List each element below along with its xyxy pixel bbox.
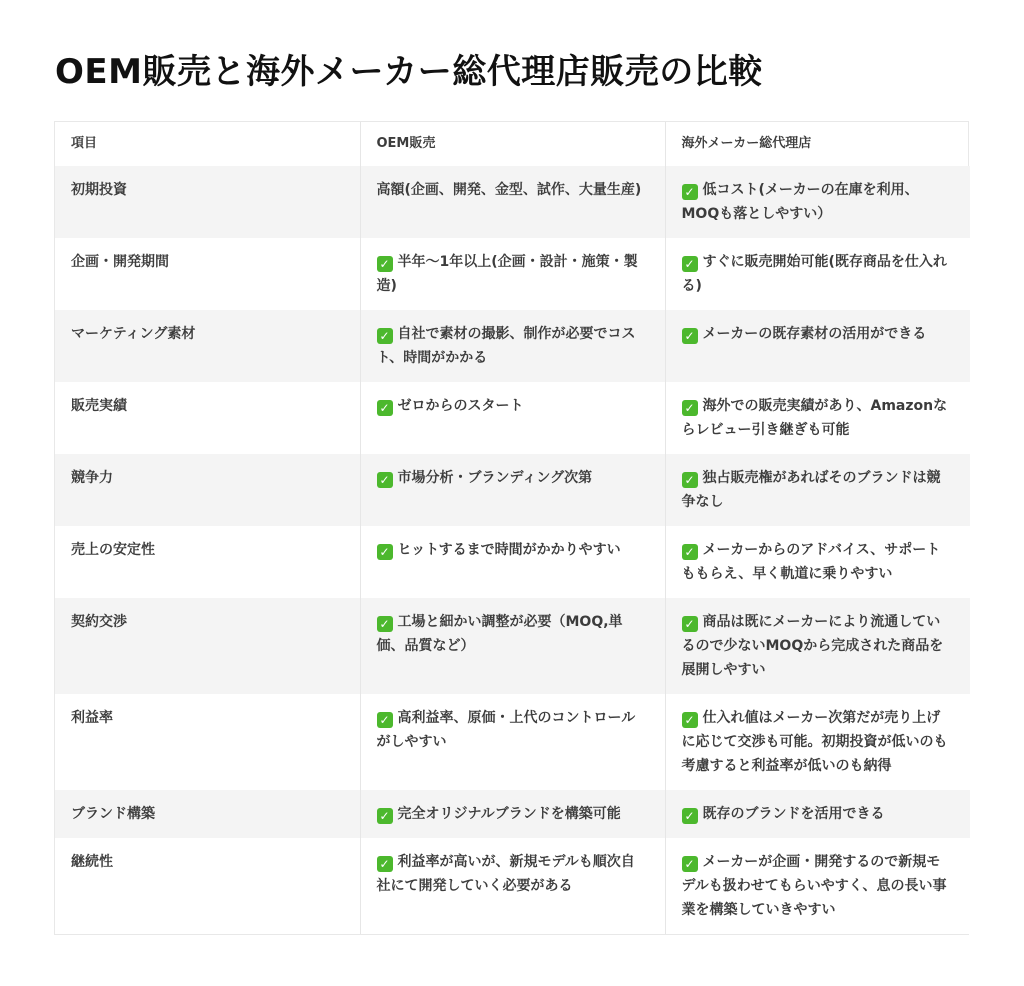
- agency-cell: [665, 838, 970, 934]
- check-mark-icon: ✓: [377, 808, 393, 824]
- agency-cell: [665, 238, 970, 310]
- oem-cell: [360, 694, 665, 790]
- check-mark-icon: ✓: [377, 856, 393, 872]
- agency-cell-text: メーカーが企画・開発するので新規モデルも扱わせてもらいやすく、息の長い事業を構築していきやすい: [681, 854, 947, 918]
- check-mark-icon: ✓: [377, 544, 393, 560]
- oem-cell: [360, 598, 665, 694]
- table-row: [55, 790, 970, 838]
- oem-cell-text: 高利益率、原価・上代のコントロールがしやすい: [376, 710, 636, 750]
- item-cell: [55, 310, 360, 382]
- column-header-agency: 海外メーカー総代理店: [665, 122, 970, 166]
- comparison-table: [54, 121, 969, 935]
- check-mark-icon: ✓: [682, 808, 698, 824]
- item-cell: [55, 166, 360, 238]
- item-cell-text: 利益率: [71, 710, 113, 726]
- oem-cell: [360, 166, 665, 238]
- item-cell-text: 継続性: [71, 854, 113, 870]
- agency-cell-text: すぐに販売開始可能(既存商品を仕入れる): [681, 254, 947, 294]
- oem-cell-text: ゼロからのスタート: [397, 398, 524, 414]
- table-row: [55, 166, 970, 238]
- oem-cell: [360, 526, 665, 598]
- item-cell: [55, 838, 360, 934]
- check-mark-icon: ✓: [682, 256, 698, 272]
- oem-cell-text: 市場分析・ブランディング次第: [397, 470, 593, 486]
- item-cell-text: 企画・開発期間: [71, 254, 169, 270]
- oem-cell-text: ヒットするまで時間がかかりやすい: [397, 542, 621, 558]
- oem-cell-text: 工場と細かい調整が必要（MOQ,単価、品質など）: [376, 614, 623, 654]
- agency-cell: [665, 790, 970, 838]
- agency-cell: [665, 382, 970, 454]
- item-cell: [55, 694, 360, 790]
- table-row: [55, 694, 970, 790]
- table-row: [55, 310, 970, 382]
- check-mark-icon: ✓: [377, 400, 393, 416]
- item-cell: [55, 382, 360, 454]
- check-mark-icon: ✓: [377, 328, 393, 344]
- oem-cell: [360, 238, 665, 310]
- item-cell-text: 売上の安定性: [71, 542, 155, 558]
- agency-cell-text: メーカーからのアドバイス、サポートももらえ、早く軌道に乗りやすい: [681, 542, 941, 582]
- check-mark-icon: ✓: [682, 544, 698, 560]
- check-mark-icon: ✓: [377, 712, 393, 728]
- agency-cell-text: 独占販売権があればそのブランドは競争なし: [681, 470, 941, 510]
- check-mark-icon: ✓: [682, 712, 698, 728]
- check-mark-icon: ✓: [682, 184, 698, 200]
- agency-cell-text: 仕入れ値はメーカー次第だが売り上げに応じて交渉も可能。初期投資が低いのも考慮すると利益率が低いのも納得: [681, 710, 948, 774]
- oem-cell: [360, 310, 665, 382]
- column-header-oem: OEM販売: [360, 122, 665, 166]
- agency-cell: [665, 598, 970, 694]
- table-row: [55, 382, 970, 454]
- agency-cell-text: メーカーの既存素材の活用ができる: [702, 326, 927, 342]
- agency-cell: [665, 526, 970, 598]
- check-mark-icon: ✓: [682, 400, 698, 416]
- table-header-row: [55, 122, 970, 166]
- check-mark-icon: ✓: [682, 328, 698, 344]
- table-row: [55, 526, 970, 598]
- item-cell-text: 初期投資: [71, 182, 127, 198]
- check-mark-icon: ✓: [682, 616, 698, 632]
- oem-cell-text: 完全オリジナルブランドを構築可能: [397, 806, 621, 822]
- agency-cell-text: 既存のブランドを活用できる: [702, 806, 885, 822]
- item-cell: [55, 454, 360, 526]
- oem-cell-text: 半年〜1年以上(企画・設計・施策・製造): [376, 254, 638, 294]
- item-cell-text: 販売実績: [71, 398, 127, 414]
- oem-cell-text: 利益率が高いが、新規モデルも順次自社にて開発していく必要がある: [376, 854, 635, 894]
- item-cell: [55, 526, 360, 598]
- check-mark-icon: ✓: [682, 856, 698, 872]
- table-row: [55, 598, 970, 694]
- item-cell-text: ブランド構築: [71, 806, 155, 822]
- item-cell: [55, 238, 360, 310]
- item-cell: [55, 790, 360, 838]
- check-mark-icon: ✓: [377, 256, 393, 272]
- agency-cell: [665, 694, 970, 790]
- item-cell-text: 競争力: [71, 470, 113, 486]
- table-row: [55, 838, 970, 934]
- agency-cell: [665, 166, 970, 238]
- oem-cell-text: 自社で素材の撮影、制作が必要でコスト、時間がかかる: [376, 326, 636, 366]
- item-cell-text: 契約交渉: [71, 614, 127, 630]
- table-row: [55, 238, 970, 310]
- page-title: OEM販売と海外メーカー総代理店販売の比較: [55, 52, 763, 92]
- item-cell-text: マーケティング素材: [71, 326, 196, 342]
- oem-cell: [360, 454, 665, 526]
- agency-cell: [665, 310, 970, 382]
- agency-cell-text: 低コスト(メーカーの在庫を利用、MOQも落としやすい）: [681, 182, 919, 222]
- agency-cell-text: 商品は既にメーカーにより流通しているので少ないMOQから完成された商品を展開しやすい: [681, 614, 944, 678]
- agency-cell-text: 海外での販売実績があり、Amazonならレビュー引き継ぎも可能: [681, 398, 948, 438]
- oem-cell-text: 高額(企画、開発、金型、試作、大量生産): [376, 182, 642, 198]
- column-header-item: 項目: [71, 136, 98, 151]
- item-cell: [55, 598, 360, 694]
- oem-cell: [360, 838, 665, 934]
- table-row: [55, 454, 970, 526]
- oem-cell: [360, 790, 665, 838]
- check-mark-icon: ✓: [682, 472, 698, 488]
- agency-cell: [665, 454, 970, 526]
- check-mark-icon: ✓: [377, 472, 393, 488]
- check-mark-icon: ✓: [377, 616, 393, 632]
- oem-cell: [360, 382, 665, 454]
